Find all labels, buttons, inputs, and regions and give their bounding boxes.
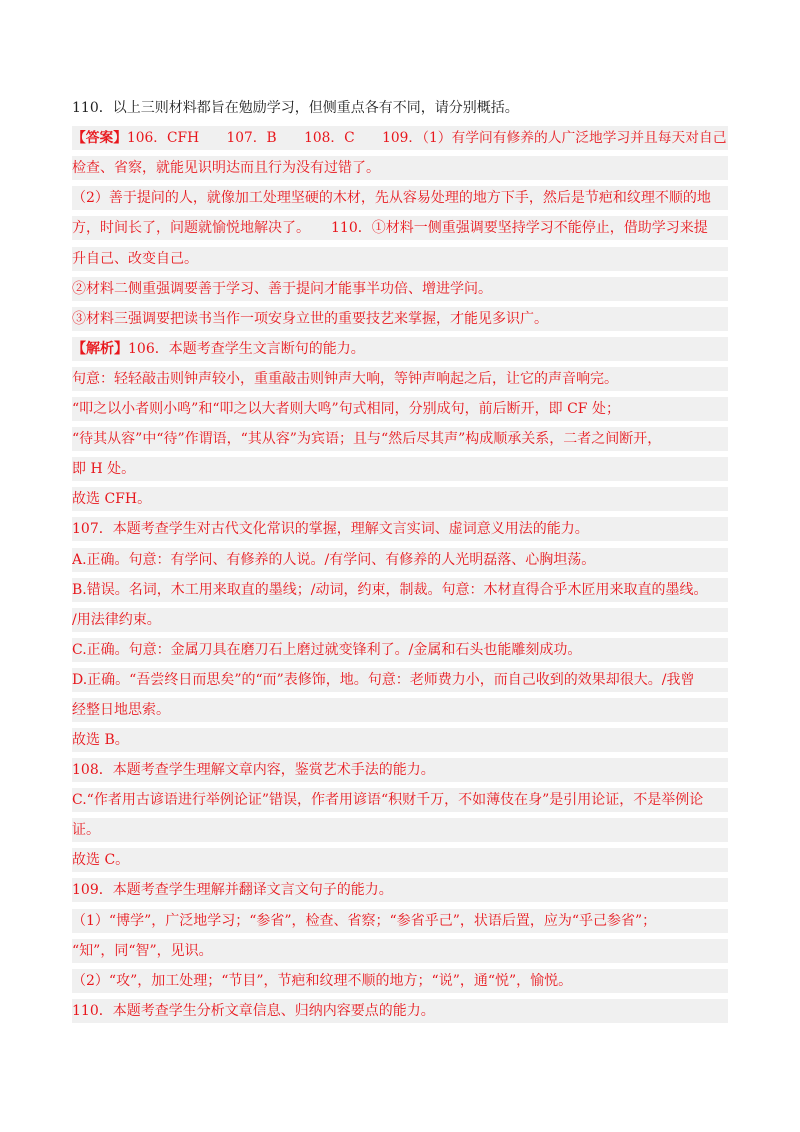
answer-line-7: ③材料三强调要把读书当作一项安身立世的重要技艺来掌握，才能见多识广。 (72, 307, 728, 331)
analysis-line-21: “知”，同“智”，见识。 (72, 939, 728, 963)
answer-line-4: 方，时间长了，问题就愉悦地解决了。 110．①材料一侧重强调要坚持学习不能停止，借助学习来提 (72, 216, 728, 240)
answer-line-2: 检查、省察，就能见识明达而且行为没有过错了。 (72, 156, 728, 180)
answer-line-1 (72, 126, 728, 150)
question-110: 110．以上三则材料都旨在勉励学习，但侧重点各有不同，请分别概括。 (72, 100, 519, 116)
analysis-line-20: （1）“博学”，广泛地学习；“参省”，检查、省察；“参省乎己”，状语后置，应为“乎己参省”； (72, 909, 728, 933)
analysis-line-1 (72, 337, 728, 361)
analysis-line-2: 句意：轻轻敲击则钟声较小，重重敲击则钟声大响，等钟声响起之后，让它的声音响完。 (72, 367, 728, 391)
analysis-line-10: /用法律约束。 (72, 608, 728, 632)
analysis-line-14: 故选 B。 (72, 728, 728, 752)
analysis-line-18: 故选 C。 (72, 848, 728, 872)
answer-line-3: （2）善于提问的人，就像加工处理坚硬的木材，先从容易处理的地方下手，然后是节疤和纹理不顺的地 (72, 186, 728, 210)
analysis-line-3: “叩之以小者则小鸣”和“叩之以大者则大鸣”句式相同，分别成句，前后断开，即 CF 处； (72, 397, 728, 421)
analysis-line-23: 110．本题考查学生分析文章信息、归纳内容要点的能力。 (72, 999, 728, 1023)
analysis-line-6: 故选 CFH。 (72, 487, 728, 511)
analysis-line-8: A.正确。句意：有学问、有修养的人说。/有学问、有修养的人光明磊落、心胸坦荡。 (72, 548, 728, 572)
analysis-line-5: 即 H 处。 (72, 457, 728, 481)
analysis-line-7: 107．本题考查学生对古代文化常识的掌握，理解文言实词、虚词意义用法的能力。 (72, 517, 728, 541)
analysis-line-13: 经整日地思索。 (72, 698, 728, 722)
analysis-line-4: “待其从容”中“待”作谓语，“其从容”为宾语；且与“然后尽其声”构成顺承关系，二者之间断开， (72, 427, 728, 451)
answer-line-5: 升自己、改变自己。 (72, 247, 728, 271)
analysis-line-12: D.正确。“吾尝终日而思矣”的“而”表修饰，地。句意：老师费力小，而自己收到的效果却很大。/我曾 (72, 668, 728, 692)
answer-line-6: ②材料二侧重强调要善于学习、善于提问才能事半功倍、增进学问。 (72, 277, 728, 301)
answer-text-1: 106．CFH 107．B 108．C 109．（1）有学问有修养的人广泛地学习并且每天对自己 (127, 130, 727, 146)
analysis-line-11: C.正确。句意：金属刀具在磨刀石上磨过就变锋利了。/金属和石头也能雕刻成功。 (72, 638, 728, 662)
analysis-text-1: 106．本题考查学生文言断句的能力。 (128, 341, 365, 357)
analysis-label: 【解析】 (72, 341, 128, 357)
analysis-line-16: C.“作者用古谚语进行举例论证”错误，作者用谚语“积财千万，不如薄伎在身”是引用论证，不是举例论 (72, 788, 728, 812)
analysis-line-17: 证。 (72, 818, 728, 842)
analysis-line-22: （2）“攻”，加工处理；“节目”，节疤和纹理不顺的地方；“说”，通“悦”，愉悦。 (72, 969, 728, 993)
analysis-line-9: B.错误。名词，木工用来取直的墨线；/动词，约束，制裁。句意：木材直得合乎木匠用来取直的墨线。 (72, 578, 728, 602)
answer-label: 【答案】 (72, 130, 128, 146)
analysis-line-15: 108．本题考查学生理解文章内容，鉴赏艺术手法的能力。 (72, 758, 728, 782)
analysis-line-19: 109．本题考查学生理解并翻译文言文句子的能力。 (72, 878, 728, 902)
